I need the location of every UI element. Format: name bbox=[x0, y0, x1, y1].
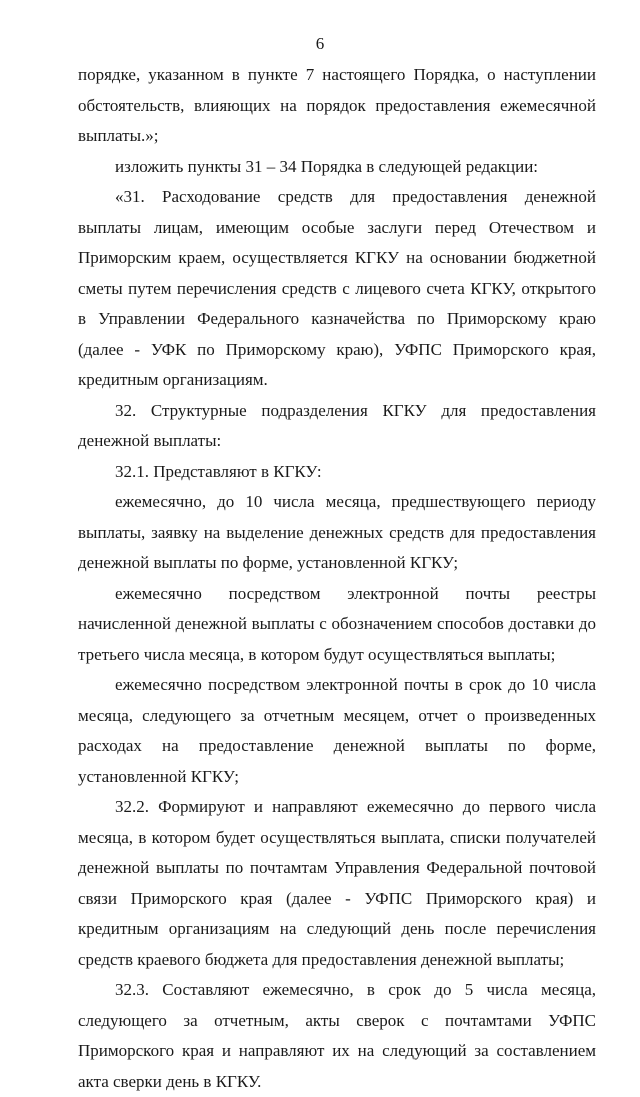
paragraph-item-32-1: 32.1. Представляют в КГКУ: bbox=[115, 461, 322, 481]
paragraph-item-32-1-report: ежемесячно посредством электронной почты в срок до 10 числа месяца, следующего за отчетным месяцем, отчет о произведенных расходах на предоставление денежной выплаты по форме, установленной КГКУ; bbox=[78, 675, 596, 786]
paragraph-item-32: 32. Структурные подразделения КГКУ для предоставления денежной выплаты: bbox=[78, 400, 596, 450]
paragraph-item-31: «31. Расходование средств для предоставления денежной выплаты лицам, имеющим особые заслуги перед Отечеством и Приморским краем, осуществляется КГКУ на основании бюджетной сметы путем перечисления средств с лицевого счета КГКУ, открытого в Управлении Федерального казначейства по Приморскому краю (далее - УФК по Приморскому краю), УФПС Приморского края, кредитным организациям. bbox=[78, 187, 596, 389]
paragraph-item-32-2: 32.2. Формируют и направляют ежемесячно до первого числа месяца, в котором будет осуществляться выплата, списки получателей денежной выплаты по почтамтам Управления Федеральной почтовой связи Приморского края (далее - УФПС Приморского края) и кредитным организациям на следующий день после перечисления средств краевого бюджета для предоставления денежной выплаты; bbox=[78, 797, 596, 969]
page-number: 6 bbox=[315, 34, 325, 53]
paragraph-item-32-3: 32.3. Составляют ежемесячно, в срок до 5 числа месяца, следующего за отчетным, акты сверок с почтамтами УФПС Приморского края и направляют их на следующий за составлением акта сверки день в КГКУ. bbox=[78, 980, 596, 1091]
paragraph-item-32-1-registers: ежемесячно посредством электронной почты реестры начисленной денежной выплаты с обозначением способов доставки до третьего числа месяца, в котором будут осуществляться выплаты; bbox=[78, 583, 596, 664]
paragraph-continuation: порядке, указанном в пункте 7 настоящего Порядка, о наступлении обстоятельств, влияющих на порядок предоставления ежемесячной выплаты.»; bbox=[78, 65, 596, 145]
paragraph-item-32-1-request: ежемесячно, до 10 числа месяца, предшествующего периоду выплаты, заявку на выделение денежных средств для предоставления денежной выплаты по форме, установленной КГКУ; bbox=[78, 492, 596, 572]
paragraph-amendment-intro: изложить пункты 31 – 34 Порядка в следующей редакции: bbox=[115, 156, 539, 176]
document-body bbox=[78, 60, 596, 1097]
